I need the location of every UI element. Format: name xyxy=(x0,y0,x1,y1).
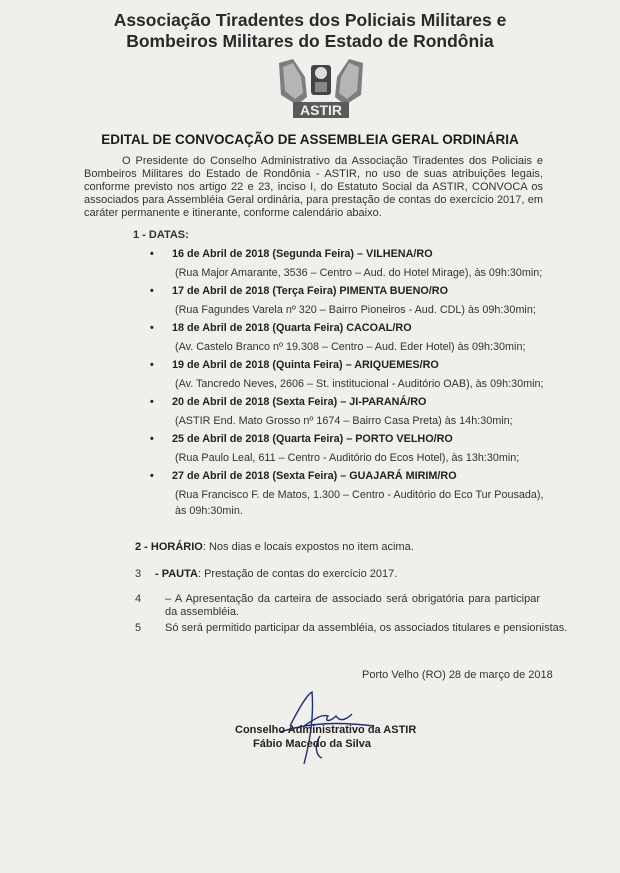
item4-text: – A Apresentação da carteira de associado será obrigatória para participar da assembléia. xyxy=(165,593,540,618)
item4-number: 4 xyxy=(135,593,142,605)
date-line: • 19 de Abril de 2018 (Quinta Feira) – ARIQUEMES/RO xyxy=(150,359,544,371)
list-item xyxy=(150,433,519,464)
item5-text: Só será permitido participar da assembléia, os associados titulares e pensionistas. xyxy=(165,622,568,634)
intro-paragraph: O Presidente do Conselho Administrativo da Associação Tiradentes dos Policiais e Bombeiros Militares do Estado de Rondônia - ASTIR, no uso de suas atribuições legais, conforme previsto nos artigo 22 e 23, inciso I, do Estatuto Social da ASTIR, CONVOCA os associados para Assembléia Geral ordinária, para prestação de contas do exercício 2017, em caráter permanente e itinerante, conforme calendário abaixo. xyxy=(84,155,543,219)
address-line: (Av. Tancredo Neves, 2606 – St. institucional - Auditório OAB), às 09h:30min; xyxy=(175,378,544,390)
pauta-section xyxy=(155,568,397,580)
date-line: • 16 de Abril de 2018 (Segunda Feira) – VILHENA/RO xyxy=(150,248,542,260)
address-line: (Rua Major Amarante, 3536 – Centro – Aud. do Hotel Mirage), às 09h:30min; xyxy=(175,267,543,279)
list-item xyxy=(150,470,543,517)
address-line: (Rua Francisco F. de Matos, 1.300 – Centro - Auditório do Eco Tur Pousada), xyxy=(175,489,544,501)
pauta-number: 3 xyxy=(135,568,142,580)
list-item xyxy=(150,248,542,279)
signatory-name: Fábio Macedo da Silva xyxy=(253,738,371,750)
pauta-label: - PAUTA xyxy=(155,568,198,580)
list-item xyxy=(150,359,544,390)
item5-number: 5 xyxy=(135,622,142,634)
dates-heading: 1 - DATAS: xyxy=(133,229,189,241)
logo-text: ASTIR xyxy=(300,102,342,118)
association-name-line2: Bombeiros Militares do Estado de Rondônia xyxy=(126,31,494,51)
address-line-cont: às 09h:30min. xyxy=(175,505,243,517)
list-item xyxy=(150,322,525,353)
astir-logo xyxy=(275,55,367,123)
signatory-council: Conselho Administrativo da ASTIR xyxy=(235,724,417,736)
pauta-text: : Prestação de contas do exercício 2017. xyxy=(197,568,398,580)
document-title: EDITAL DE CONVOCAÇÃO DE ASSEMBLEIA GERAL ORDINÁRIA xyxy=(101,132,519,147)
horario-section xyxy=(135,541,414,553)
date-line: • 18 de Abril de 2018 (Quarta Feira) CACOAL/RO xyxy=(150,322,525,334)
date-line: • 25 de Abril de 2018 (Quarta Feira) – PORTO VELHO/RO xyxy=(150,433,519,445)
address-line: (Rua Paulo Leal, 611 – Centro - Auditório do Ecos Hotel), às 13h:30min; xyxy=(175,452,520,464)
date-line: • 17 de Abril de 2018 (Terça Feira) PIMENTA BUENO/RO xyxy=(150,285,536,297)
list-item xyxy=(150,396,513,427)
date-line: • 27 de Abril de 2018 (Sexta Feira) – GUAJARÁ MIRIM/RO xyxy=(150,470,543,482)
date-line: • 20 de Abril de 2018 (Sexta Feira) – JI-PARANÁ/RO xyxy=(150,396,513,408)
place-date: Porto Velho (RO) 28 de março de 2018 xyxy=(362,669,553,681)
address-line: (Rua Fagundes Varela nº 320 – Bairro Pioneiros - Aud. CDL) às 09h:30min; xyxy=(175,304,536,316)
horario-label: 2 - HORÁRIO xyxy=(135,541,203,553)
list-item xyxy=(150,285,536,316)
association-name-line1: Associação Tiradentes dos Policiais Militares e xyxy=(113,10,507,30)
address-line: (ASTIR End. Mato Grosso nº 1674 – Bairro Casa Preta) às 14h:30min; xyxy=(175,415,513,427)
address-line: (Av. Castelo Branco nº 19.308 – Centro – Aud. Eder Hotel) às 09h:30min; xyxy=(175,341,526,353)
horario-text: : Nos dias e locais expostos no item acima. xyxy=(202,541,414,553)
